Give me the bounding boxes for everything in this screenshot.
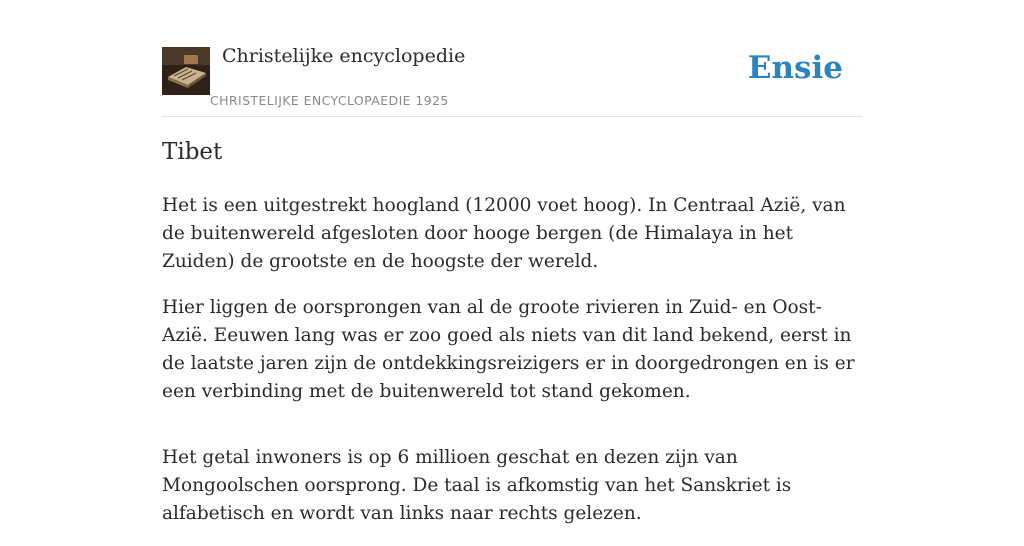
book-thumbnail-icon: [162, 47, 210, 95]
source-subtitle: CHRISTELIJKE ENCYCLOPAEDIE 1925: [210, 93, 449, 108]
source-title[interactable]: Christelijke encyclopedie: [222, 45, 466, 67]
article-paragraph: Hier liggen de oorsprongen van al de groote rivieren in Zuid- en Oost-Azië. Eeuwen lang was er zoo goed als niets van dit land bekend, eerst in de laatste jaren zijn de ontdekkingsreizigers er in doorgedrongen en is er een verbinding met de buitenwereld tot stand gekomen.: [162, 297, 855, 402]
article-body: [162, 192, 862, 546]
article-card: [162, 0, 862, 524]
article-paragraph: Het getal inwoners is op 6 millioen geschat en dezen zijn van Mongoolschen oorsprong. De taal is afkomstig van het Sanskriet is alfabetisch en wordt van links naar rechts gelezen.: [162, 447, 792, 524]
ensie-logo-link[interactable]: Ensie: [747, 50, 843, 86]
article-title: Tibet: [162, 139, 223, 165]
article-paragraph: Het is een uitgestrekt hoogland (12000 voet hoog). In Centraal Azië, van de buitenwereld afgesloten door hooge bergen (de Himalaya in het Zuiden) de grootste en de hoogste der wereld.: [162, 195, 846, 272]
source-header: [162, 0, 862, 117]
source-avatar[interactable]: [162, 47, 210, 95]
